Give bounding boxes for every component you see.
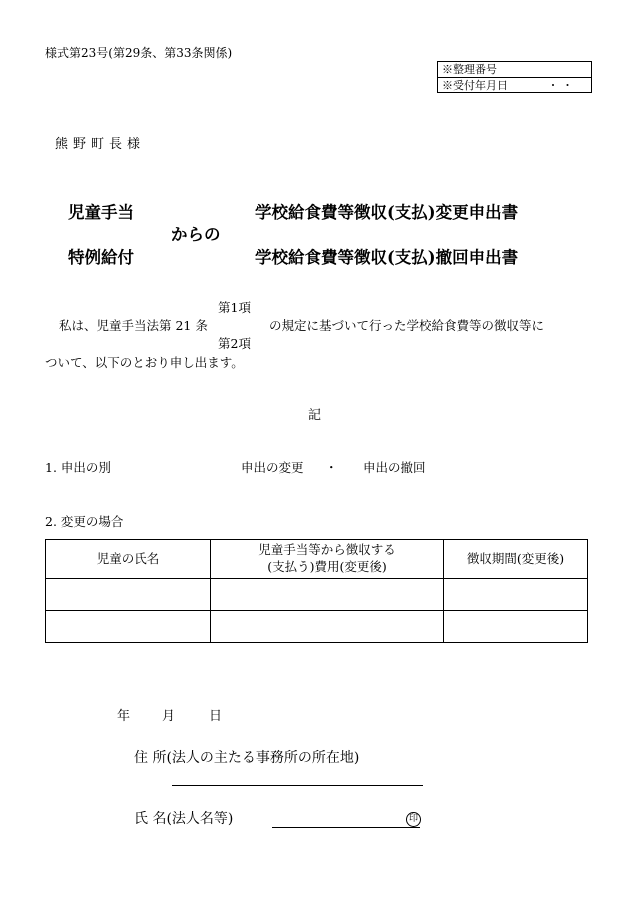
header-cost-line1: 児童手当等から徴収する [258, 542, 396, 558]
cell-child-name[interactable] [46, 579, 211, 611]
received-date-dots: ・ ・ [547, 79, 573, 92]
option-change[interactable]: 申出の変更 [241, 460, 304, 475]
ref-number-label: ※整理番号 [442, 63, 497, 76]
addressee: 熊野町長様 [55, 137, 146, 152]
cell-period[interactable] [444, 579, 588, 611]
received-date-label: ※受付年月日 [442, 79, 508, 92]
cell-child-name[interactable] [46, 611, 211, 643]
title-allowance-1: 児童手当 [68, 203, 134, 222]
body-law-suffix: の規定に基づいて行った学校給食費等の徴収等に [269, 318, 545, 333]
header-cost [211, 540, 444, 579]
section-1-label: 1. 申出の別 [45, 460, 111, 475]
title-allowance-2: 特例給付 [68, 248, 134, 267]
body-continuation: ついて、以下のとおり申し出ます。 [45, 355, 244, 370]
header-child-name: 児童の氏名 [46, 540, 211, 579]
date-day: 日 [209, 709, 223, 724]
received-date-row [438, 78, 591, 93]
registry-box [437, 61, 592, 93]
form-number: 様式第23号(第29条、第33条関係) [45, 46, 233, 60]
date-month: 月 [162, 709, 176, 724]
table-header-row [46, 540, 588, 579]
header-cost-line2: (支払う)費用(変更後) [267, 559, 387, 574]
section-2-label: 2. 変更の場合 [45, 514, 124, 529]
title-change: 学校給食費等徴収(支払)変更申出書 [255, 203, 519, 222]
title-withdraw: 学校給食費等徴収(支払)撤回申出書 [255, 248, 519, 267]
date-year: 年 [117, 709, 131, 724]
address-label: 住 所(法人の主たる事務所の所在地) [134, 750, 360, 766]
ref-number-row [438, 62, 591, 78]
cell-period[interactable] [444, 611, 588, 643]
table-row [46, 579, 588, 611]
option-withdraw[interactable]: 申出の撤回 [363, 460, 426, 475]
seal-icon: 印 [406, 812, 421, 827]
cell-cost[interactable] [211, 611, 444, 643]
address-line[interactable] [172, 785, 423, 786]
title-connector: からの [171, 225, 221, 244]
cell-cost[interactable] [211, 579, 444, 611]
option-separator: ・ [325, 460, 338, 475]
change-table [45, 539, 588, 643]
name-label: 氏 名(法人名等) [134, 811, 234, 827]
body-paragraph-2: 第2項 [218, 336, 251, 351]
name-line[interactable] [272, 827, 420, 828]
body-paragraph-1: 第1項 [218, 300, 251, 315]
table-row [46, 611, 588, 643]
header-period: 徴収期間(変更後) [444, 540, 588, 579]
body-law-prefix: 私は、児童手当法第 21 条 [59, 318, 208, 333]
ki-heading: 記 [308, 408, 322, 423]
